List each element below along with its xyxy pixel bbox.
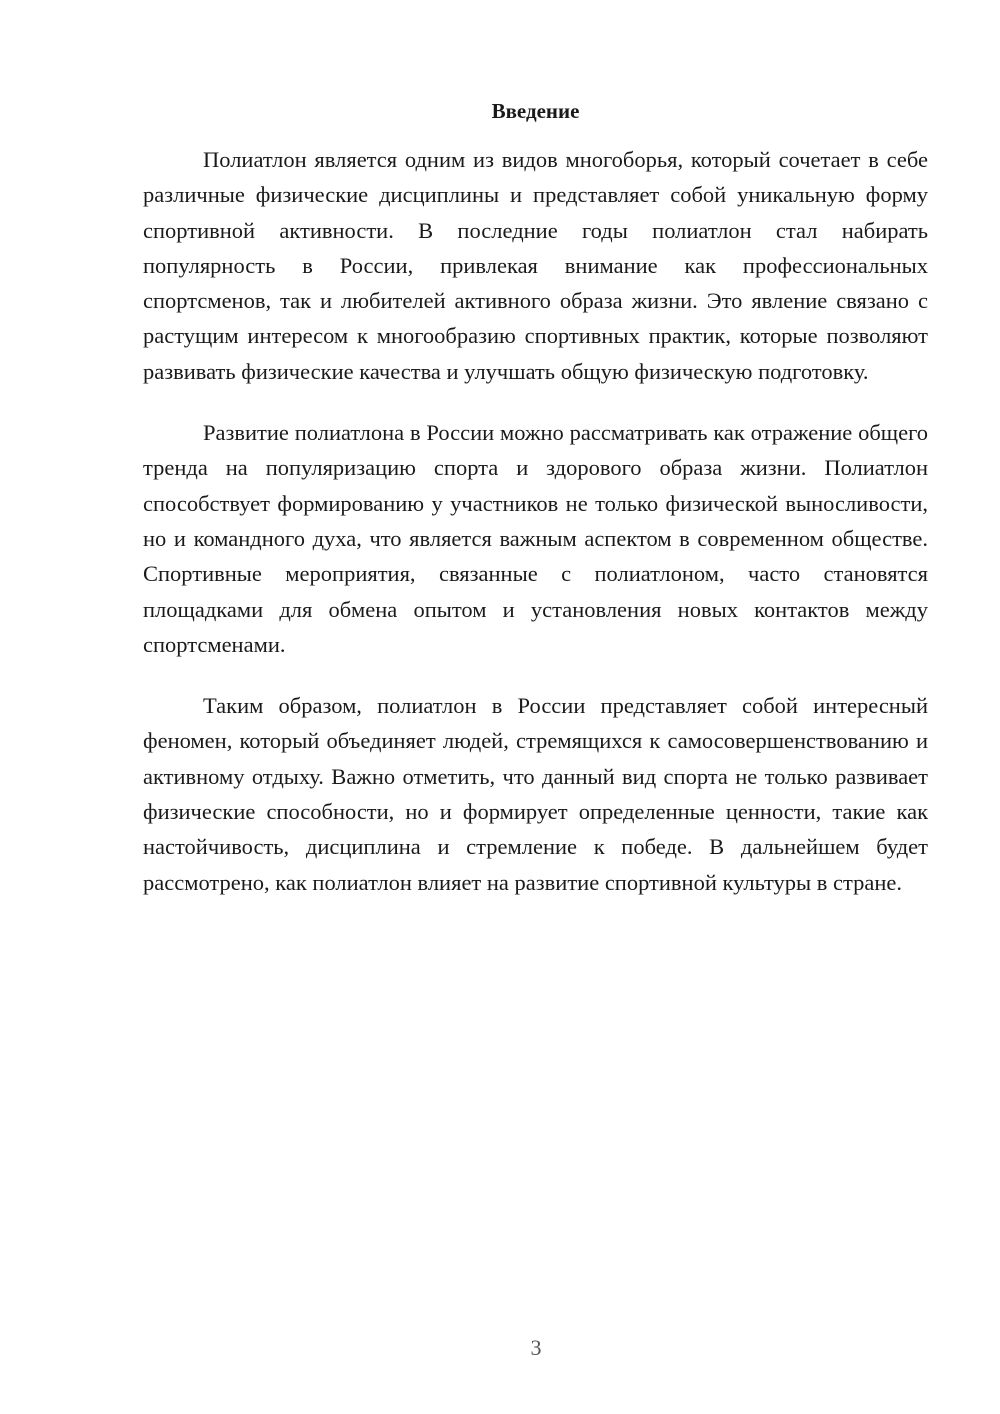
paragraph-3: Таким образом, полиатлон в России представляет собой интересный феномен, который объединяет людей, стремящихся к самосовершенствованию и активному отдыху. Важно отметить, что данный вид спорта не только развивает физические способности, но и формирует определенные ценности, такие как настойчивость, дисциплина и стремление к победе. В дальнейшем будет рассмотрено, как полиатлон влияет на развитие спортивной культуры в стране.: [143, 693, 928, 895]
page-number: 3: [530, 1335, 542, 1360]
paragraph-2: Развитие полиатлона в России можно рассматривать как отражение общего тренда на популяризацию спорта и здорового образа жизни. Полиатлон способствует формированию у участников не только физической выносливости, но и командного духа, что является важным аспектом в современном обществе. Спортивные мероприятия, связанные с полиатлоном, часто становятся площадками для обмена опытом и установления новых контактов между спортсменами.: [143, 420, 928, 657]
section-heading: Введение: [491, 99, 580, 123]
paragraph-1: Полиатлон является одним из видов многоборья, который сочетает в себе различные физические дисциплины и представляет собой уникальную форму спортивной активности. В последние годы полиатлон стал набирать популярность в России, привлекая внимание как профессиональных спортсменов, так и любителей активного образа жизни. Это явление связано с растущим интересом к многообразию спортивных практик, которые позволяют развивать физические качества и улучшать общую физическую подготовку.: [143, 147, 928, 384]
body-text: [143, 142, 928, 926]
